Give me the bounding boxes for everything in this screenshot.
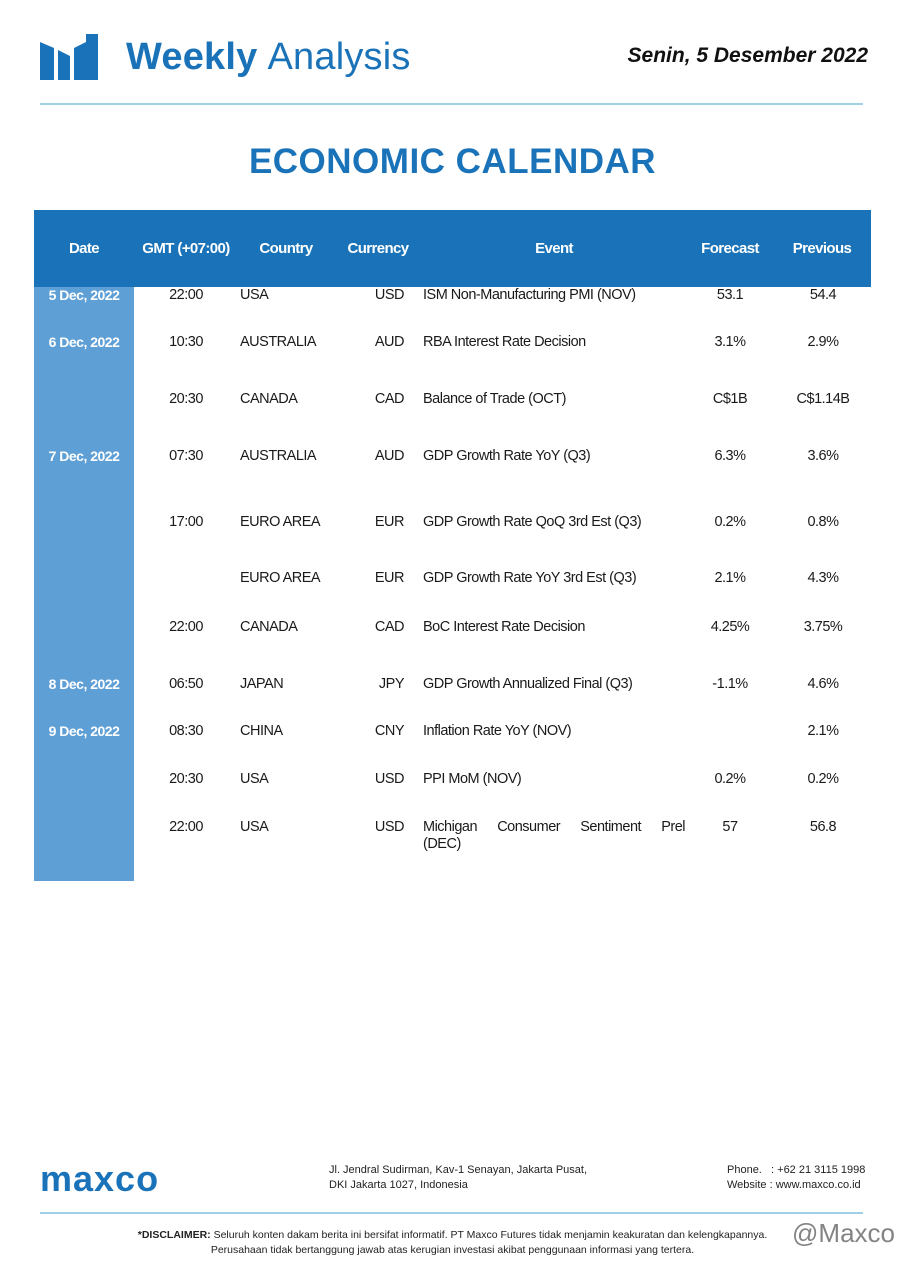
row-country: EURO AREA — [240, 570, 321, 586]
row-event: BoC Interest Rate Decision — [423, 619, 585, 635]
disclaimer-line-1: Seluruh konten dakam berita ini bersifat informatif. PT Maxco Futures tidak menjamin keakuratan dan kelengkapannya. — [213, 1229, 768, 1241]
row-time: 22:00 — [169, 819, 203, 835]
row-forecast: 6.3% — [714, 448, 746, 464]
row-event: GDP Growth Rate QoQ 3rd Est (Q3) — [423, 514, 642, 530]
row-currency: CAD — [374, 619, 404, 635]
row-event — [423, 819, 685, 853]
row-country: USA — [240, 287, 269, 303]
row-time: 08:30 — [169, 723, 203, 739]
row-country: CANADA — [240, 391, 298, 407]
row-event: ISM Non-Manufacturing PMI (NOV) — [423, 287, 636, 303]
column-header-date: Date — [68, 240, 100, 257]
row-date: 5 Dec, 2022 — [48, 287, 120, 303]
row-previous: 0.2% — [807, 771, 839, 787]
row-previous: 4.3% — [807, 570, 839, 586]
row-date: 7 Dec, 2022 — [48, 448, 120, 464]
row-forecast: 0.2% — [714, 514, 746, 530]
row-time: 06:50 — [169, 676, 203, 692]
row-currency: AUD — [374, 334, 404, 350]
row-event-line1: Michigan Consumer Sentiment Prel — [423, 819, 685, 835]
row-event: Balance of Trade (OCT) — [423, 391, 566, 407]
row-time: 22:00 — [169, 287, 203, 303]
row-previous: 54.4 — [809, 287, 837, 303]
table-header — [34, 210, 871, 287]
row-event: GDP Growth Rate YoY 3rd Est (Q3) — [423, 570, 637, 586]
column-header-currency: Currency — [347, 240, 409, 257]
row-previous: 3.6% — [807, 448, 839, 464]
column-header-forecast: Forecast — [701, 240, 759, 257]
table-row — [34, 723, 871, 753]
row-time: 10:30 — [169, 334, 203, 350]
row-time: 22:00 — [169, 619, 203, 635]
column-header-country: Country — [259, 240, 313, 257]
bottom-divider — [40, 1212, 863, 1214]
row-country: CHINA — [240, 723, 283, 739]
row-date: 8 Dec, 2022 — [48, 676, 120, 692]
row-event: RBA Interest Rate Decision — [423, 334, 586, 350]
row-currency: CAD — [374, 391, 404, 407]
row-date: 9 Dec, 2022 — [48, 723, 120, 739]
address-line-1: Jl. Jendral Sudirman, Kav-1 Senayan, Jakarta Pusat, — [329, 1164, 588, 1176]
row-country: AUSTRALIA — [240, 334, 317, 350]
table-row — [34, 819, 871, 859]
table-row — [34, 514, 871, 544]
table-row — [34, 334, 871, 364]
row-previous: 2.1% — [807, 723, 839, 739]
table-row — [34, 771, 871, 801]
row-forecast: 4.25% — [710, 619, 750, 635]
table-row — [34, 448, 871, 478]
row-forecast: -1.1% — [712, 676, 748, 692]
disclaimer-label: *DISCLAIMER: — [137, 1229, 211, 1241]
row-currency: USD — [374, 287, 404, 303]
row-forecast: 0.2% — [714, 771, 746, 787]
row-currency: JPY — [378, 676, 404, 692]
company-address — [329, 1163, 587, 1193]
row-country: USA — [240, 771, 269, 787]
row-event: GDP Growth Annualized Final (Q3) — [423, 676, 633, 692]
row-previous: 0.8% — [807, 514, 839, 530]
row-currency: USD — [374, 819, 404, 835]
row-country: JAPAN — [240, 676, 284, 692]
top-divider — [40, 103, 863, 105]
disclaimer — [0, 1228, 905, 1258]
table-row — [34, 676, 871, 706]
row-event: Inflation Rate YoY (NOV) — [423, 723, 572, 739]
row-event: GDP Growth Rate YoY (Q3) — [423, 448, 591, 464]
bar-logo-icon — [40, 34, 98, 80]
watermark: @Maxco — [792, 1218, 895, 1248]
table-row — [34, 391, 871, 421]
brand-title-bold: Weekly — [126, 36, 258, 78]
disclaimer-line-2: Perusahaan tidak bertanggung jawab atas kerugian investasi akibat penggunaan informasi yang tertera. — [210, 1244, 695, 1256]
row-previous: 4.6% — [807, 676, 839, 692]
row-country: CANADA — [240, 619, 298, 635]
row-previous: 3.75% — [803, 619, 843, 635]
row-forecast: 3.1% — [714, 334, 746, 350]
table-row — [34, 619, 871, 649]
row-event-line2: (DEC) — [423, 836, 461, 852]
table-row — [34, 570, 871, 600]
contact-website: Website : www.maxco.co.id — [727, 1179, 861, 1191]
row-country: AUSTRALIA — [240, 448, 317, 464]
column-header-previous: Previous — [792, 240, 852, 257]
row-date: 6 Dec, 2022 — [48, 334, 120, 350]
report-date: Senin, 5 Desember 2022 — [627, 44, 868, 67]
row-forecast: 2.1% — [714, 570, 746, 586]
column-header-event: Event — [535, 240, 573, 257]
row-forecast: C$1B — [712, 391, 748, 407]
company-contact — [727, 1163, 865, 1193]
brand-title-light: Analysis — [267, 36, 411, 78]
contact-phone: Phone. : +62 21 3115 1998 — [727, 1164, 866, 1176]
column-header-time: GMT (+07:00) — [142, 240, 230, 257]
row-event: PPI MoM (NOV) — [423, 771, 522, 787]
row-time: 17:00 — [169, 514, 203, 530]
row-previous: C$1.14B — [796, 391, 850, 407]
row-time: 20:30 — [169, 771, 203, 787]
section-title: ECONOMIC CALENDAR — [248, 142, 657, 181]
row-time: 20:30 — [169, 391, 203, 407]
address-line-2: DKI Jakarta 1027, Indonesia — [329, 1179, 468, 1191]
table-row — [34, 287, 871, 317]
row-currency: AUD — [374, 448, 404, 464]
row-forecast: 53.1 — [716, 287, 744, 303]
row-country: EURO AREA — [240, 514, 321, 530]
row-forecast: 57 — [722, 819, 738, 835]
row-previous: 56.8 — [809, 819, 837, 835]
row-currency: EUR — [374, 570, 404, 586]
footer-logo: maxco — [40, 1158, 160, 1199]
row-currency: USD — [374, 771, 404, 787]
row-currency: EUR — [374, 514, 404, 530]
row-previous: 2.9% — [807, 334, 839, 350]
row-country: USA — [240, 819, 269, 835]
row-currency: CNY — [374, 723, 404, 739]
brand-title — [126, 36, 411, 79]
row-time: 07:30 — [169, 448, 203, 464]
